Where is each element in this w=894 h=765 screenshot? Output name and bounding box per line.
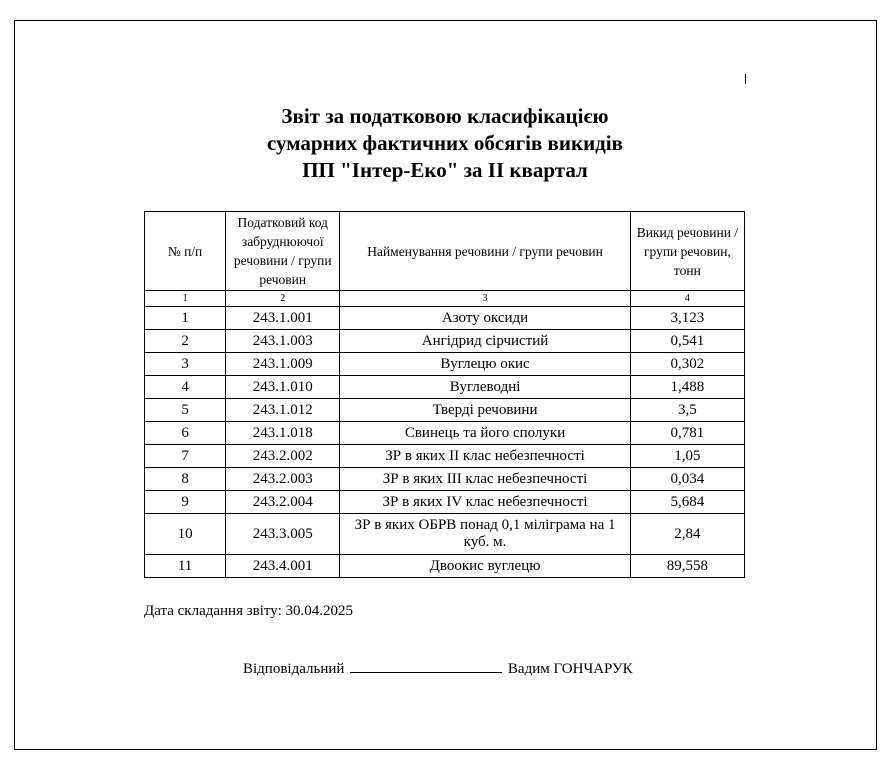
cell-emission: 3,123 <box>630 307 744 330</box>
cell-substance-name: Вуглецю окис <box>340 353 630 376</box>
table-row <box>145 307 745 330</box>
cell-number: 10 <box>145 514 226 555</box>
cell-substance-name: ЗР в яких ІІ клас небезпечності <box>340 445 630 468</box>
column-number: 2 <box>226 291 340 307</box>
table-row <box>145 353 745 376</box>
cell-substance-name: ЗР в яких IV клас небезпечності <box>340 491 630 514</box>
cell-tax-code: 243.2.004 <box>226 491 340 514</box>
report-title <box>145 103 745 184</box>
cell-emission: 1,05 <box>630 445 744 468</box>
cell-tax-code: 243.1.010 <box>226 376 340 399</box>
table-row <box>145 399 745 422</box>
signature-line <box>243 658 633 678</box>
column-number: 1 <box>145 291 226 307</box>
header-tax-code: Податковий код забруднюючої речовини / групи речовин <box>226 212 340 291</box>
table-row <box>145 555 745 578</box>
column-number: 3 <box>340 291 630 307</box>
header-substance-name: Найменування речовини / групи речовин <box>340 212 630 291</box>
table-row <box>145 491 745 514</box>
cell-emission: 0,781 <box>630 422 744 445</box>
cell-emission: 0,302 <box>630 353 744 376</box>
header-number: № п/п <box>145 212 226 291</box>
cell-number: 7 <box>145 445 226 468</box>
cell-tax-code: 243.4.001 <box>226 555 340 578</box>
cell-number: 11 <box>145 555 226 578</box>
emissions-table <box>144 211 745 578</box>
signature-blank <box>350 658 502 673</box>
cell-substance-name: Ангідрид сірчистий <box>340 330 630 353</box>
signature-label: Відповідальний <box>243 661 345 677</box>
title-line-1: Звіт за податковою класифікацією <box>281 104 609 128</box>
table-row <box>145 445 745 468</box>
text-cursor <box>745 74 746 84</box>
cell-tax-code: 243.1.001 <box>226 307 340 330</box>
table-row <box>145 330 745 353</box>
cell-substance-name: Вуглеводні <box>340 376 630 399</box>
cell-substance-name: ЗР в яких ІІІ клас небезпечності <box>340 468 630 491</box>
cell-tax-code: 243.1.003 <box>226 330 340 353</box>
table-row <box>145 376 745 399</box>
cell-emission: 2,84 <box>630 514 744 555</box>
column-number: 4 <box>630 291 744 307</box>
header-emission: Викид речовини / групи речовин, тонн <box>630 212 744 291</box>
cell-emission: 0,034 <box>630 468 744 491</box>
cell-tax-code: 243.1.012 <box>226 399 340 422</box>
cell-number: 1 <box>145 307 226 330</box>
signature-name: Вадим ГОНЧАРУК <box>507 661 633 677</box>
cell-tax-code: 243.2.003 <box>226 468 340 491</box>
cell-substance-name: Свинець та його сполуки <box>340 422 630 445</box>
cell-number: 9 <box>145 491 226 514</box>
cell-substance-name: ЗР в яких ОБРВ понад 0,1 міліграма на 1 куб. м. <box>340 514 630 555</box>
table-row <box>145 514 745 555</box>
cell-emission: 0,541 <box>630 330 744 353</box>
cell-number: 4 <box>145 376 226 399</box>
cell-tax-code: 243.1.009 <box>226 353 340 376</box>
cell-number: 3 <box>145 353 226 376</box>
table-row <box>145 422 745 445</box>
title-line-3: ПП "Інтер-Еко" за ІІ квартал <box>302 158 588 182</box>
cell-substance-name: Азоту оксиди <box>340 307 630 330</box>
cell-substance-name: Двоокис вуглецю <box>340 555 630 578</box>
cell-number: 8 <box>145 468 226 491</box>
cell-tax-code: 243.2.002 <box>226 445 340 468</box>
cell-tax-code: 243.1.018 <box>226 422 340 445</box>
title-line-2: сумарних фактичних обсягів викидів <box>267 131 623 155</box>
cell-emission: 3,5 <box>630 399 744 422</box>
cell-tax-code: 243.3.005 <box>226 514 340 555</box>
table-row <box>145 468 745 491</box>
column-numbers-row <box>145 291 745 307</box>
cell-emission: 89,558 <box>630 555 744 578</box>
table-header-row <box>145 212 745 291</box>
cell-emission: 5,684 <box>630 491 744 514</box>
cell-substance-name: Тверді речовини <box>340 399 630 422</box>
report-date: Дата складання звіту: 30.04.2025 <box>144 603 353 619</box>
cell-number: 6 <box>145 422 226 445</box>
cell-emission: 1,488 <box>630 376 744 399</box>
cell-number: 2 <box>145 330 226 353</box>
cell-number: 5 <box>145 399 226 422</box>
